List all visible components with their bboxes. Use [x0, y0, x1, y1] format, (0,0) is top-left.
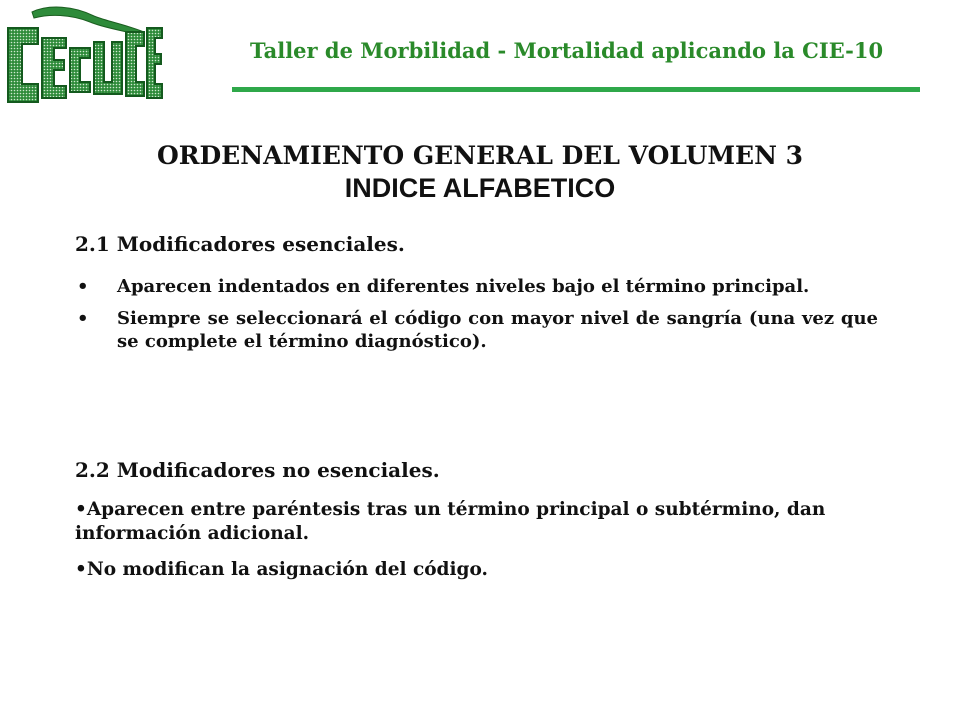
- header-divider: [232, 87, 920, 92]
- section-heading-non-essential: 2.2 Modificadores no esenciales.: [75, 458, 440, 482]
- list-item: [75, 307, 878, 353]
- bullet-icon: •: [77, 308, 89, 329]
- non-essential-modifiers-list: [75, 498, 905, 594]
- header-title: Taller de Morbilidad - Mortalidad aplicando la CIE-10: [250, 38, 884, 63]
- title-line-2: INDICE ALFABETICO: [344, 173, 616, 203]
- list-item: [75, 558, 905, 582]
- list-item-text: No modifican la asignación del código.: [86, 559, 488, 580]
- list-item-text: Siempre se seleccionará el código con mayor nivel de sangría (una vez que se complete el término diagnóstico).: [117, 308, 878, 352]
- title-line-1: ORDENAMIENTO GENERAL DEL VOLUMEN 3: [156, 141, 804, 170]
- bullet-icon: •: [77, 276, 89, 297]
- list-item: [75, 275, 878, 298]
- page-title: [0, 140, 960, 204]
- list-item-text: Aparecen indentados en diferentes niveles bajo el término principal.: [117, 276, 810, 297]
- cecuce-logo: [4, 2, 164, 110]
- bullet-icon: •: [75, 499, 87, 520]
- list-item: [75, 498, 905, 546]
- section-heading-essential: 2.1 Modificadores esenciales.: [75, 232, 405, 256]
- essential-modifiers-list: [75, 275, 878, 362]
- bullet-icon: •: [75, 559, 87, 580]
- list-item-text: Aparecen entre paréntesis tras un término principal o subtérmino, dan información adicional.: [75, 499, 826, 544]
